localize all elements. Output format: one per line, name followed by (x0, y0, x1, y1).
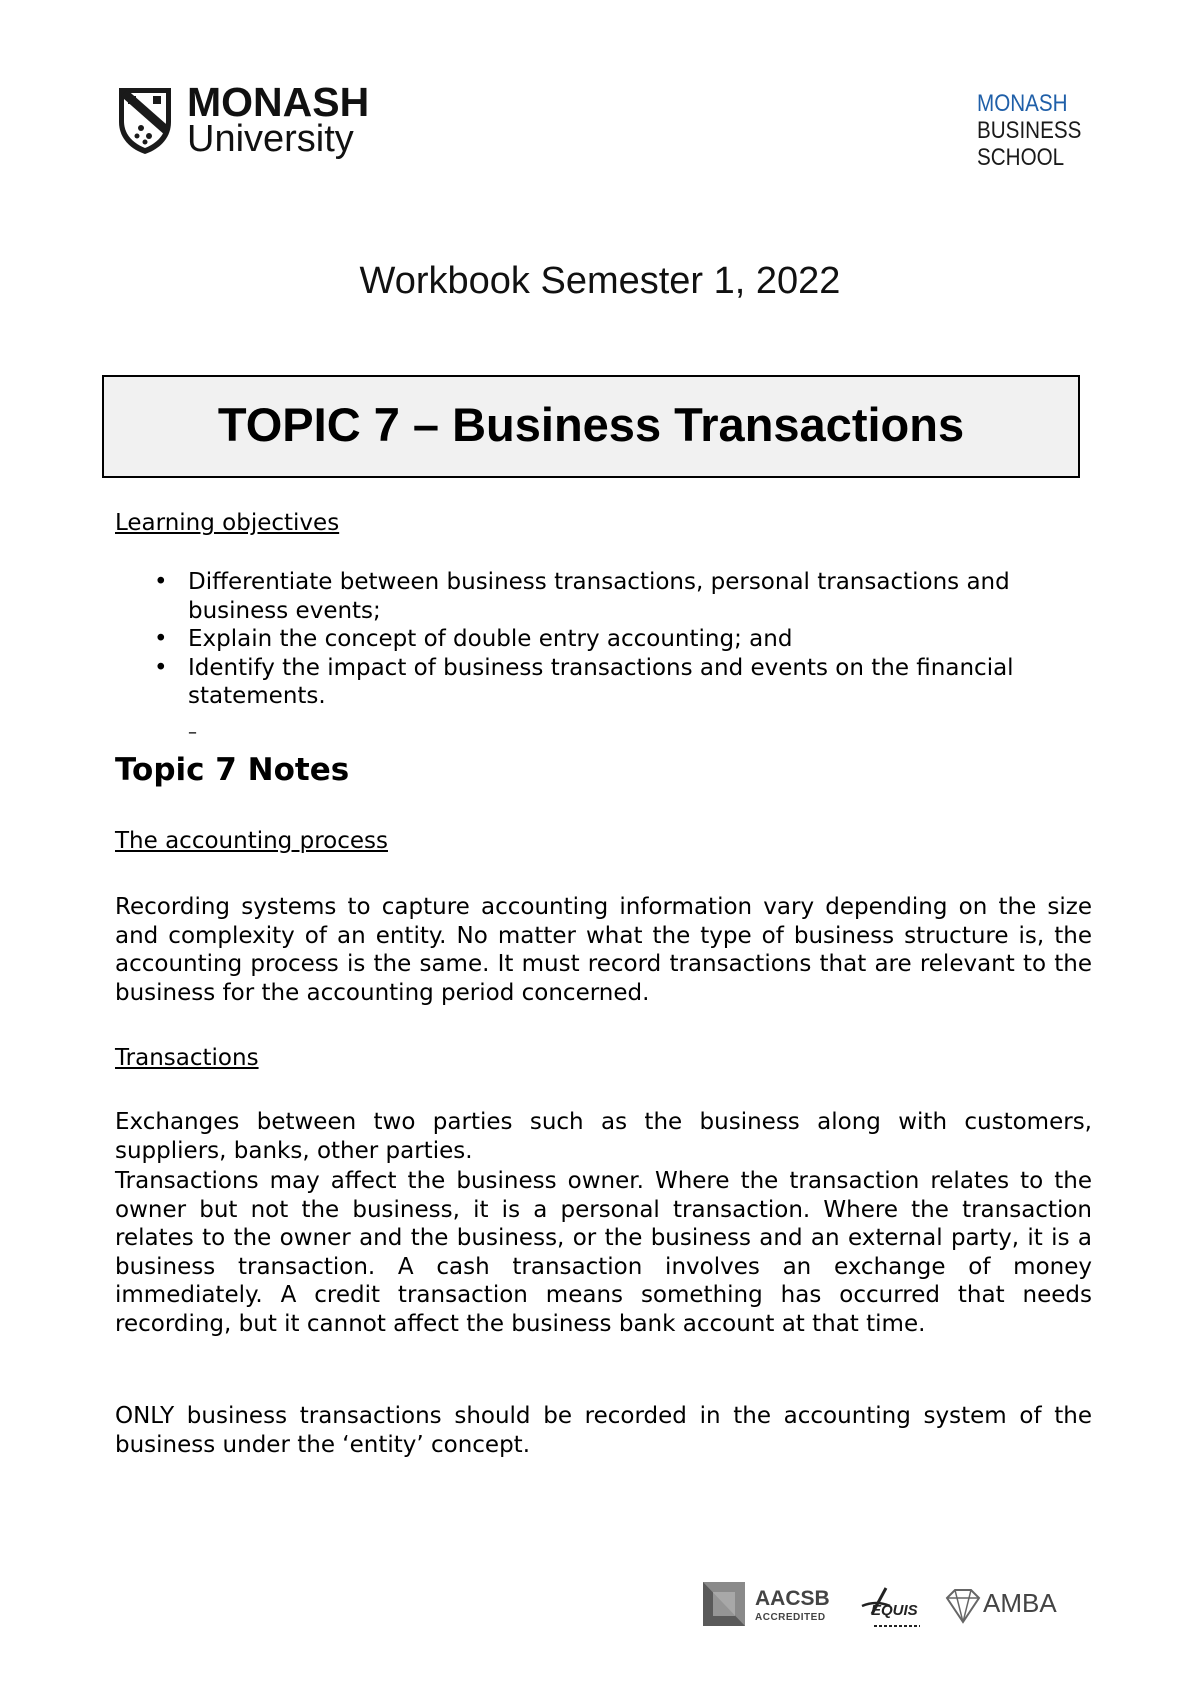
bullet: • (154, 626, 168, 652)
learning-objectives-list (150, 568, 1080, 711)
bullet: • (154, 569, 168, 595)
objective-text: Explain the concept of double entry accounting; and (188, 626, 793, 652)
topic-title: TOPIC 7 – Business Transactions (217, 398, 965, 451)
trailing-dash: – (188, 722, 197, 743)
accounting-process-heading: The accounting process (115, 828, 388, 854)
amba-label: AMBA (983, 1588, 1057, 1618)
transactions-paragraph-2: Transactions may affect the business owner. Where the transaction relates to the owner but not the business, it is a personal transaction. Where the transaction relates to the owner and the business, or the business and an external party, it is a business transaction. A cash transaction involves an exchange of money immediately. A credit transaction means something has occurred that needs recording, but it cannot affect the business bank account at that time. (115, 1168, 1092, 1337)
bullet: • (154, 654, 168, 681)
aacsb-label: AACSB (755, 1587, 830, 1610)
list-item (150, 568, 1080, 625)
school-logo-line1: MONASH (977, 90, 1068, 117)
objective-text: Differentiate between business transactions, personal transactions and business events; (188, 569, 1010, 624)
aacsb-sublabel: ACCREDITED (755, 1612, 826, 1623)
transactions-paragraph-1: Exchanges between two parties such as the business along with customers, suppliers, banks, other parties. (115, 1109, 1092, 1164)
list-item (150, 625, 1080, 654)
workbook-subtitle: Workbook Semester 1, 2022 (359, 260, 841, 302)
equis-label: EQUIS (871, 1602, 918, 1619)
list-item (150, 654, 1080, 711)
transactions-heading: Transactions (115, 1045, 259, 1071)
notes-heading: Topic 7 Notes (115, 752, 350, 788)
aacsb-icon (703, 1582, 745, 1626)
crest-icon (115, 84, 175, 156)
logo-university-text: University (187, 118, 354, 160)
transactions-paragraph-3: ONLY business transactions should be recorded in the accounting system of the business under the ‘entity’ concept. (115, 1403, 1092, 1458)
accreditation-logos (703, 1582, 1063, 1630)
objective-text: Identify the impact of business transactions and events on the financial statements. (188, 654, 1014, 709)
monash-university-logo (115, 79, 375, 160)
topic-title-box (102, 375, 1080, 478)
accounting-process-paragraph: Recording systems to capture accounting information vary depending on the size and complexity of an entity. No matter what the type of business structure is, the accounting process is the same. It must record transactions that are relevant to the business for the accounting period concerned. (115, 894, 1092, 1006)
business-school-logo (977, 90, 1081, 171)
learning-objectives-heading: Learning objectives (115, 510, 340, 536)
logo-monash-text: MONASH (187, 79, 370, 125)
school-logo-line2: BUSINESS (977, 117, 1082, 144)
amba-diamond-icon (943, 1588, 983, 1624)
school-logo-line3: SCHOOL (977, 144, 1065, 171)
